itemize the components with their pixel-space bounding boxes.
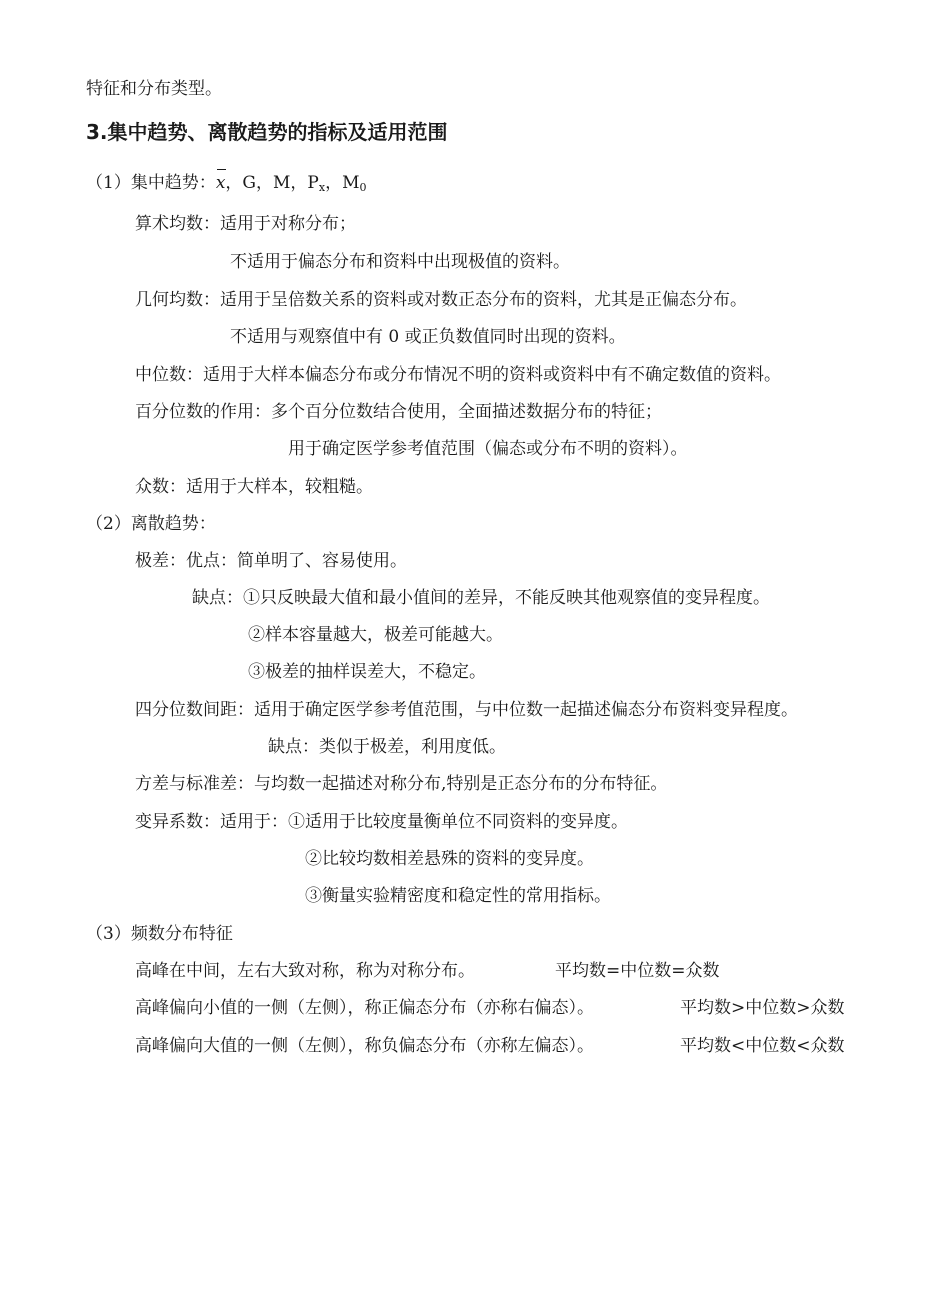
freq-row-2-desc: 高峰偏向小值的一侧（左侧），称正偏态分布（亦称右偏态）。 [135,998,594,1018]
m0-subscript: 0 [359,181,367,194]
symbols-sep-1: ，G，M，P [225,173,319,193]
px-subscript: x [318,181,326,194]
cv-line-1: 变异系数：适用于：①适用于比较度量衡单位不同资料的变异度。 [135,812,628,832]
mean-symbol: x [215,173,226,193]
freq-row-1-relation: 平均数=中位数=众数 [555,961,720,981]
freq-row-1-desc: 高峰在中间，左右大致对称，称为对称分布。 [135,961,475,981]
percentile-line-1: 百分位数的作用：多个百分位数结合使用，全面描述数据分布的特征； [135,402,662,422]
median-line: 中位数：适用于大样本偏态分布或分布情况不明的资料或资料中有不确定数值的资料。 [135,365,781,385]
iqr-line-2: 缺点：类似于极差，利用度低。 [268,737,506,757]
var-sd-line: 方差与标准差：与均数一起描述对称分布,特别是正态分布的分布特征。 [135,774,668,794]
range-pro-line: 极差：优点：简单明了、容易使用。 [135,551,407,571]
range-con-line-2: ②样本容量越大，极差可能越大。 [248,625,503,645]
frequency-heading: （3）频数分布特征 [86,924,233,944]
cv-line-2: ②比较均数相差悬殊的资料的变异度。 [305,849,594,869]
central-heading-line [86,172,367,194]
arith-mean-line-2: 不适用于偏态分布和资料中出现极值的资料。 [230,252,570,272]
symbols-sep-2: ，M [325,173,360,193]
section-title: 3.集中趋势、离散趋势的指标及适用范围 [86,120,448,144]
range-con-line-3: ③极差的抽样误差大，不稳定。 [248,662,486,682]
range-con-line-1: 缺点：①只反映最大值和最小值间的差异，不能反映其他观察值的变异程度。 [192,588,770,608]
freq-row-2-relation: 平均数>中位数>众数 [680,998,845,1018]
iqr-line-1: 四分位数间距：适用于确定医学参考值范围，与中位数一起描述偏态分布资料变异程度。 [135,700,798,720]
geo-mean-line-1: 几何均数：适用于呈倍数关系的资料或对数正态分布的资料，尤其是正偏态分布。 [135,290,747,310]
geo-mean-line-2: 不适用与观察值中有 0 或正负数值同时出现的资料。 [230,327,626,347]
intro-tail: 特征和分布类型。 [86,79,222,99]
arith-mean-line-1: 算术均数：适用于对称分布； [135,214,356,234]
central-heading: （1）集中趋势： [86,173,216,193]
percentile-line-2: 用于确定医学参考值范围（偏态或分布不明的资料）。 [288,439,688,459]
dispersion-heading: （2）离散趋势： [86,514,216,534]
freq-row-3-desc: 高峰偏向大值的一侧（左侧），称负偏态分布（亦称左偏态）。 [135,1036,594,1056]
mode-line: 众数：适用于大样本，较粗糙。 [135,477,373,497]
freq-row-3-relation: 平均数<中位数<众数 [680,1036,845,1056]
cv-line-3: ③衡量实验精密度和稳定性的常用指标。 [305,886,611,906]
